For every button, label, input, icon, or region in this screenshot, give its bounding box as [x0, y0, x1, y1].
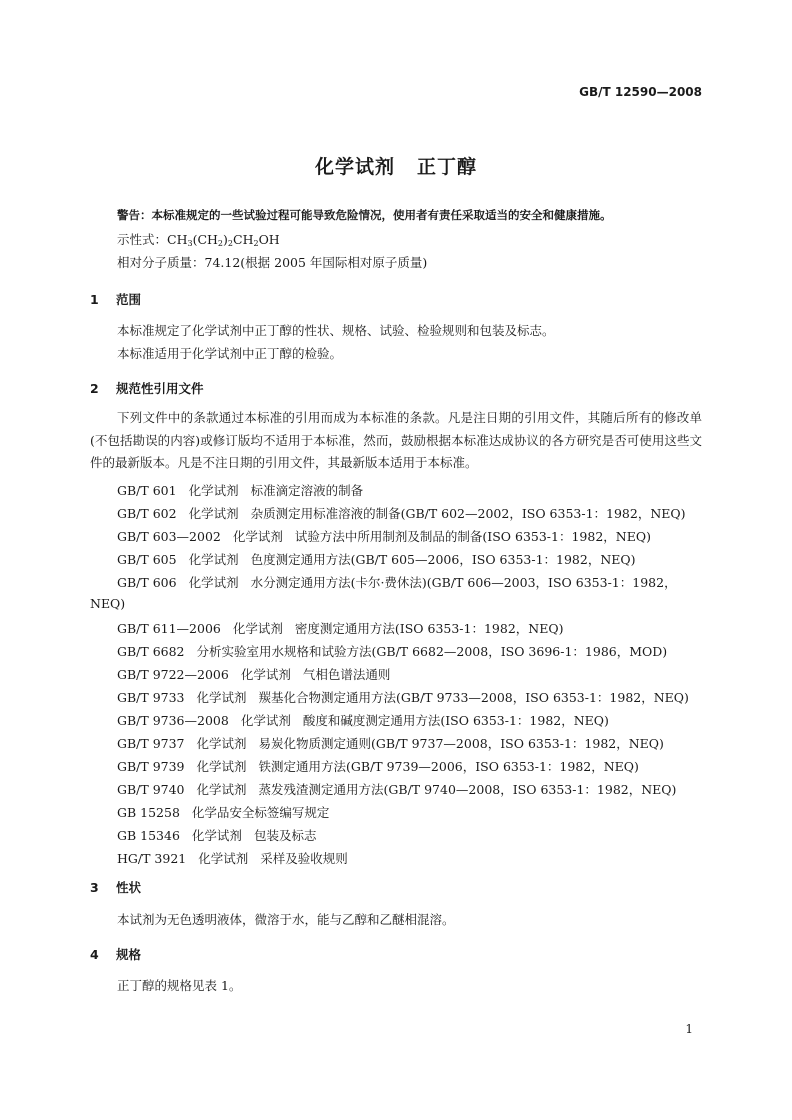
section-3-heading	[90, 878, 141, 896]
reference-item: GB/T 611—2006 化学试剂 密度测定通用方法(ISO 6353-1：1982，NEQ)	[117, 621, 564, 636]
reference-item: GB/T 601 化学试剂 标准滴定溶液的制备	[117, 483, 364, 498]
reference-item: GB 15258 化学品安全标签编写规定	[117, 805, 330, 820]
title-part-2: 正丁醇	[417, 156, 478, 178]
section-1-heading	[90, 290, 141, 308]
section-4-para: 正丁醇的规格见表 1。	[117, 978, 242, 993]
molecular-mass: 相对分子质量：74.12(根据 2005 年国际相对原子质量)	[117, 255, 428, 270]
reference-item: GB/T 9722—2006 化学试剂 气相色谱法通则	[117, 667, 391, 682]
page-number: 1	[685, 1022, 693, 1036]
formula-sub: 2	[217, 239, 224, 248]
formula-line	[117, 230, 280, 248]
formula-part: OH	[258, 232, 280, 247]
reference-item: GB/T 9736—2008 化学试剂 酸度和碱度测定通用方法(ISO 6353-1：1982，NEQ)	[117, 713, 609, 728]
reference-item: GB/T 602 化学试剂 杂质测定用标准溶液的制备(GB/T 602—2002，ISO 6353-1：1982，NEQ)	[117, 506, 686, 521]
section-2-intro-para: 下列文件中的条款通过本标准的引用而成为本标准的条款。凡是注日期的引用文件，其随后所有的修改单(不包括勘误的内容)或修订版均不适用于本标准，然而，鼓励根据本标准达成协议的各方研究是否可使用这些文件的最新版本。凡是不注日期的引用文件，其最新版本适用于本标准。	[90, 410, 702, 470]
section-title: 性状	[116, 880, 142, 895]
section-title: 范围	[116, 292, 142, 307]
formula-sub: 2	[253, 239, 259, 248]
section-number: 3	[90, 880, 99, 895]
page-title	[0, 152, 792, 179]
section-1-para-1: 本标准规定了化学试剂中正丁醇的性状、规格、试验、检验规则和包装及标志。	[117, 323, 555, 338]
reference-item: GB/T 9740 化学试剂 蒸发残渣测定通用方法(GB/T 9740—2008，ISO 6353-1：1982，NEQ)	[117, 782, 677, 797]
section-number: 4	[90, 947, 99, 962]
formula-part: CH	[167, 232, 188, 247]
reference-item: GB 15346 化学试剂 包装及标志	[117, 828, 317, 843]
reference-item-wrap: NEQ)	[90, 596, 126, 611]
section-1-para-2: 本标准适用于化学试剂中正丁醇的检验。	[117, 346, 343, 361]
section-4-heading	[90, 945, 141, 963]
formula-part: CH	[233, 232, 254, 247]
reference-item: GB/T 606 化学试剂 水分测定通用方法(卡尔·费休法)(GB/T 606—2003，ISO 6353-1：1982，	[117, 575, 677, 590]
formula-part: )	[223, 232, 228, 247]
reference-item: GB/T 9733 化学试剂 羰基化合物测定通用方法(GB/T 9733—2008，ISO 6353-1：1982，NEQ)	[117, 690, 689, 705]
reference-item: GB/T 605 化学试剂 色度测定通用方法(GB/T 605—2006，ISO 6353-1：1982，NEQ)	[117, 552, 636, 567]
formula-part: (CH	[192, 232, 218, 247]
section-number: 1	[90, 292, 99, 307]
formula-sub: 3	[187, 239, 193, 248]
reference-item: GB/T 9739 化学试剂 铁测定通用方法(GB/T 9739—2006，ISO 6353-1：1982，NEQ)	[117, 759, 639, 774]
formula-label: 示性式：	[117, 232, 168, 247]
reference-item: GB/T 603—2002 化学试剂 试验方法中所用制剂及制品的制备(ISO 6353-1：1982，NEQ)	[117, 529, 651, 544]
reference-item: GB/T 9737 化学试剂 易炭化物质测定通则(GB/T 9737—2008，ISO 6353-1：1982，NEQ)	[117, 736, 664, 751]
formula-sub: 2	[227, 239, 233, 248]
section-title: 规范性引用文件	[116, 381, 204, 396]
reference-item: GB/T 6682 分析实验室用水规格和试验方法(GB/T 6682—2008，ISO 3696-1：1986，MOD)	[117, 644, 668, 659]
safety-warning: 警告：本标准规定的一些试验过程可能导致危险情况，使用者有责任采取适当的安全和健康措施。	[117, 208, 612, 222]
reference-item: HG/T 3921 化学试剂 采样及验收规则	[117, 851, 348, 866]
section-title: 规格	[116, 947, 142, 962]
section-3-para: 本试剂为无色透明液体，微溶于水，能与乙醇和乙醚相混溶。	[117, 912, 455, 927]
section-number: 2	[90, 381, 99, 396]
title-part-1: 化学试剂	[314, 156, 395, 178]
section-2-heading	[90, 379, 204, 397]
document-code: GB/T 12590—2008	[579, 85, 702, 99]
